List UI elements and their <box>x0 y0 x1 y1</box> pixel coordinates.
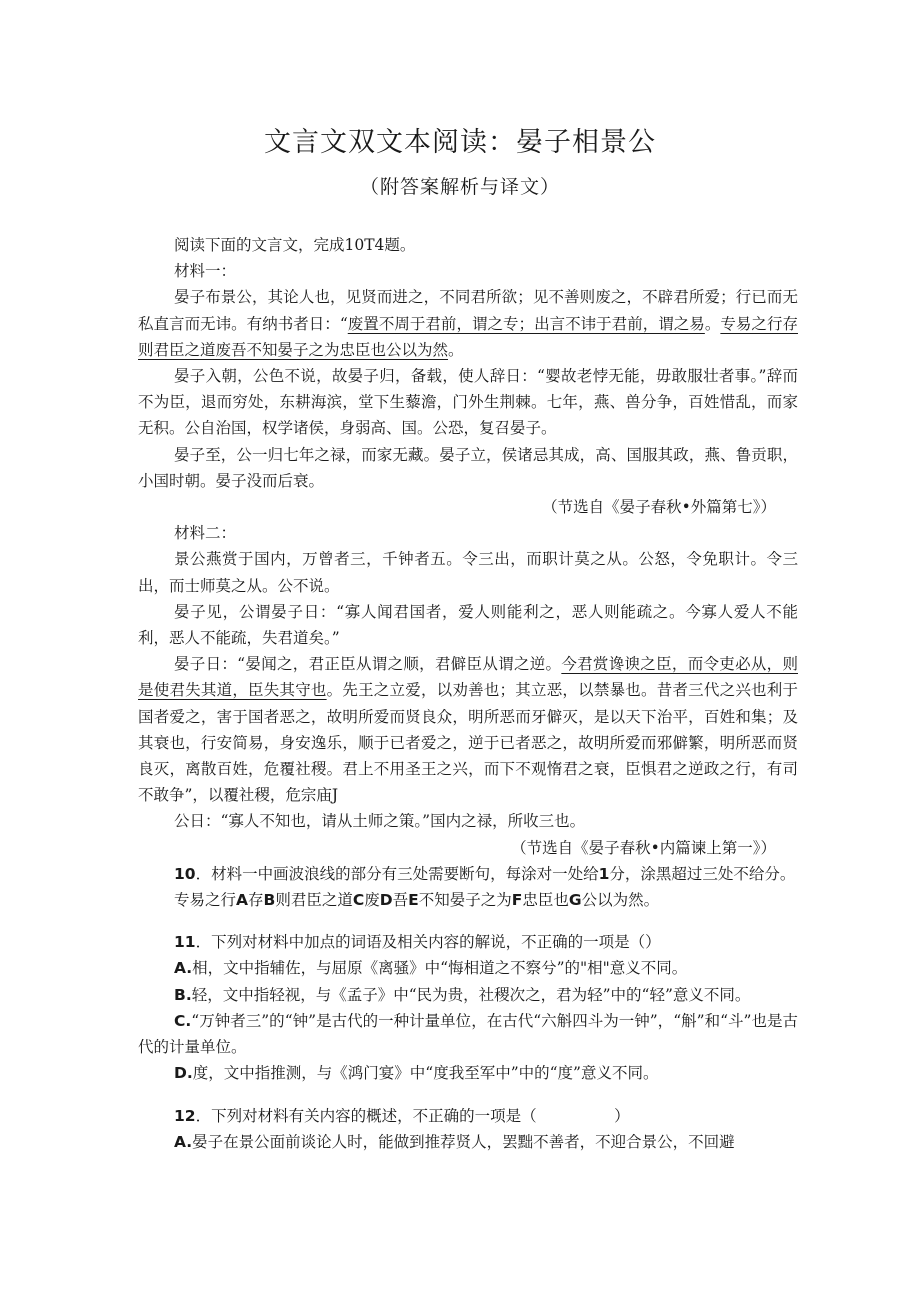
material1-paragraph-2: 晏子入朝，公色不说，故晏子归，备载，使人辞日：“婴故老悖无能，毋敢服壮者事。”辞而不为臣，退而穷处，东耕海滨，堂下生藜澹，门外生荆棘。七年，燕、兽分争，百姓惜乱，而家无积。公自治国，权学诸侯，身弱高、国。公恐，复召晏子。 <box>138 367 798 438</box>
material2-paragraph-2: 晏子见，公谓晏子日：“寡人闻君国者，爱人则能利之，恶人则能疏之。今寡人爱人不能利，恶人不能疏，失君道矣。” <box>138 602 798 648</box>
underlined-passage: 今君赏谗谀之臣，而令吏必从，则是使君失其道，臣失其守也 <box>138 655 798 700</box>
wavy-underlined-passage: 专易之行存则君臣之道废吾不知晏子之为忠臣也公以为然 <box>138 314 798 359</box>
option-letter[interactable]: A <box>236 891 249 910</box>
intro-line: 阅读下面的文言文，完成10T4题。 <box>174 236 416 254</box>
page-subtitle: （附答案解析与译文） <box>359 176 560 198</box>
material2-paragraph-4: 公日：“寡人不知也，请从土师之策。”国内之禄，所收三也。 <box>174 812 586 831</box>
material2-paragraph-1: 景公燕赏于国内，万曾者三，千钟者五。令三出，而职计莫之从。公怒，令免职计。令三出，而士师莫之从。公不说。 <box>138 550 798 595</box>
option-letter[interactable]: E <box>408 891 419 910</box>
option-letter[interactable]: B <box>263 891 276 910</box>
question-11-option-b[interactable]: B.轻，文中指轻视，与《孟子》中“民为贵，社稷次之，君为轻”中的“轻”意义不同。 <box>174 985 751 1004</box>
material1-paragraph-1: 晏子布景公，其论人也，见贤而进之，不同君所欲；见不善则废之，不辟君所爱；行已而无私直言而无讳。有纳书者日：“废置不周于君前，谓之专；出言不讳于君前，谓之易。专易之行存则君臣之道废吾不知晏子之为忠臣也公以为然。 <box>138 288 798 359</box>
question-11-option-d[interactable]: D.度，文中指推测，与《鸿门宴》中“度我至军中”中的“度”意义不同。 <box>174 1064 659 1083</box>
document-body <box>138 232 798 1155</box>
material1-paragraph-3: 晏子至，公一归七年之禄，而家无藏。晏子立，侯诸忌其成，高、国服其政，燕、鲁贡职，小国时朝。晏子没而后衰。 <box>138 445 798 490</box>
underlined-passage: 废置不周于君前，谓之专；出言不讳于君前，谓之易 <box>347 314 705 333</box>
question-11-option-c[interactable]: C.“万钟者三”的“钟”是古代的一种计量单位，在古代“六斛四斗为一钟”，“斛”和“斗”也是古代的计量单位。 <box>138 1011 798 1057</box>
material2-paragraph-3: 晏子日：“晏闻之，君正臣从谓之顺，君僻臣从谓之逆。今君赏谗谀之臣，而令吏必从，则是使君失其道，臣失其守也。先王之立爱，以劝善也；其立恶，以禁暴也。昔者三代之兴也利于国者爱之，害于国者恶之，故明所爱而贤良众，明所恶而牙僻灭，是以天下治平，百姓和集；及其衰也，行安简易，身安逸乐，顺于已者爱之，逆于已者恶之，故明所爱而邪僻繁，明所恶而贤良灭，离散百姓，危覆社稷。君上不用圣王之兴，而下不观惰君之衰，臣惧君之逆政之行，有司不敢争”，以覆社稷，危宗庙J <box>138 655 798 805</box>
option-letter[interactable]: D <box>379 891 393 910</box>
material2-source: （节选自《晏子春秋•内篇谏上第一》） <box>511 838 776 857</box>
page-title: 文言文双文本阅读：晏子相景公 <box>264 127 656 158</box>
question-12-option-a[interactable]: A.晏子在景公面前谈论人时，能做到推荐贤人，罢黜不善者，不迎合景公，不回避 <box>174 1132 735 1151</box>
question-12: 12．下列对材料有关内容的概述，不正确的一项是（ ） <box>174 1106 630 1125</box>
question-11: 11．下列对材料中加点的词语及相关内容的解说，不正确的一项是（） <box>174 933 661 952</box>
option-letter[interactable]: F <box>511 891 523 910</box>
question-10-options: 专易之行A存B则君臣之道C废D吾E不知晏子之为F忠臣也G公以为然。 <box>174 891 660 910</box>
question-11-option-a[interactable]: A.相，文中指辅佐，与屈原《离骚》中“悔相道之不察兮”的"相"意义不同。 <box>174 959 688 978</box>
option-letter[interactable]: C <box>352 891 365 910</box>
material1-source: （节选自《晏子春秋•外篇第七》） <box>542 498 776 517</box>
option-letter[interactable]: G <box>568 891 582 910</box>
question-10: 10．材料一中画波浪线的部分有三处需要断句，每涂对一处给1分，涂黑超过三处不给分。 <box>174 864 796 883</box>
material1-label: 材料一： <box>174 262 237 281</box>
material2-label: 材料二： <box>174 524 237 543</box>
